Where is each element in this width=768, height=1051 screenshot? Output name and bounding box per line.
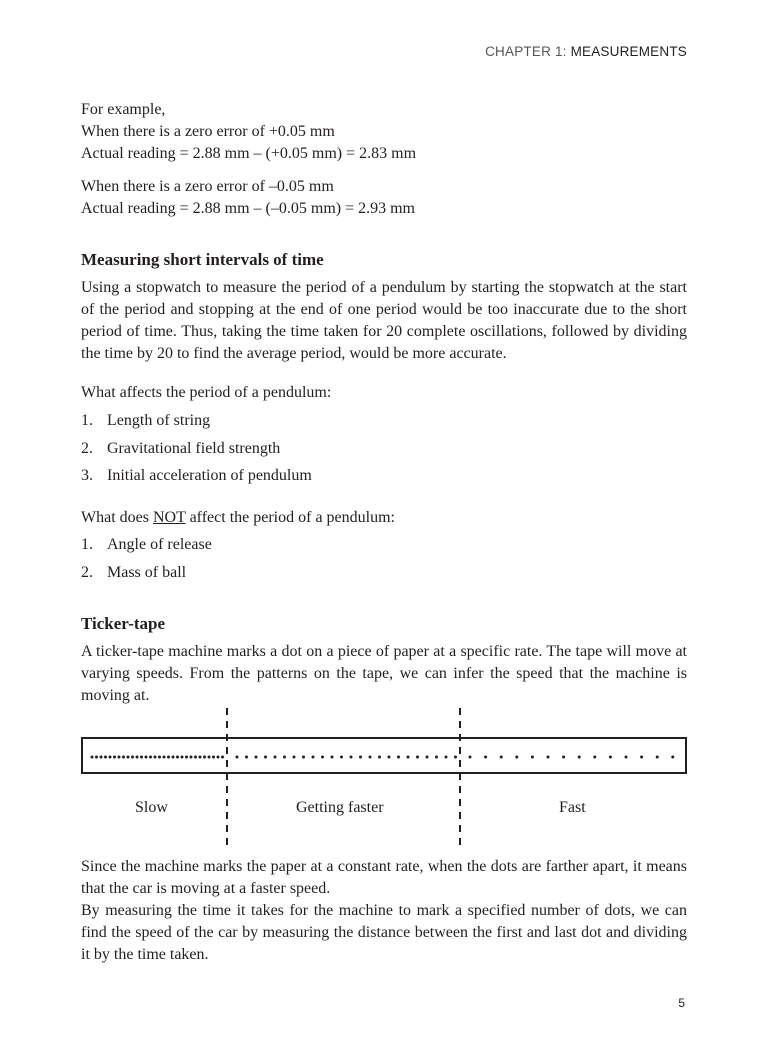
example-intro: For example, [81, 101, 166, 118]
example-line-4: Actual reading = 2.88 mm – (–0.05 mm) = 2.93 mm [81, 200, 415, 217]
tape-dots [83, 739, 685, 772]
section-heading-time: Measuring short intervals of time [81, 250, 324, 269]
list-item: 2. Gravitational field strength [81, 440, 281, 457]
section-heading-ticker: Ticker-tape [81, 614, 166, 633]
divider-dashed-line [224, 708, 230, 850]
chapter-label: CHAPTER 1: [485, 44, 571, 59]
affects-intro: What affects the period of a pendulum: [81, 384, 332, 401]
list-item: 1. Angle of release [81, 536, 212, 553]
ticker-tape [81, 737, 687, 774]
example-line-2: Actual reading = 2.88 mm – (+0.05 mm) = 2.83 mm [81, 145, 417, 162]
chapter-title: MEASUREMENTS [570, 44, 687, 59]
ticker-paragraph-2: Since the machine marks the paper at a constant rate, when the dots are farther apart, it means that the car is moving at a faster speed. [81, 858, 687, 897]
section-paragraph-time: Using a stopwatch to measure the period of a pendulum by starting the stopwatch at the start of the period and stopping at the end of one period would be too inaccurate due to the short period of time. Thus, taking the time taken for 20 complete oscillations, followed by dividing the time by 20 to find the average period, would be more accurate. [81, 279, 687, 362]
ticker-paragraph-3: By measuring the time it takes for the machine to mark a specified number of dots, we can find the speed of the car by measuring the distance between the first and last dot and dividing it by the time taken. [81, 902, 687, 963]
running-header [485, 44, 687, 59]
example-line-1: When there is a zero error of +0.05 mm [81, 123, 335, 140]
list-item: 3. Initial acceleration of pendulum [81, 467, 312, 484]
not-affects-intro: What does NOT affect the period of a pendulum: [81, 509, 395, 526]
section-paragraph-ticker: A ticker-tape machine marks a dot on a piece of paper at a specific rate. The tape will move at varying speeds. From the patterns on the tape, we can infer the speed that the machine is moving at. [81, 643, 687, 704]
label-fast: Fast [559, 799, 586, 816]
page-number: 5 [678, 996, 685, 1010]
list-item: 2. Mass of ball [81, 564, 187, 581]
list-item: 1. Length of string [81, 412, 211, 429]
example-line-3: When there is a zero error of –0.05 mm [81, 178, 334, 195]
divider-dashed-line [457, 708, 463, 850]
label-getting-faster: Getting faster [296, 799, 384, 816]
label-slow: Slow [135, 799, 168, 816]
